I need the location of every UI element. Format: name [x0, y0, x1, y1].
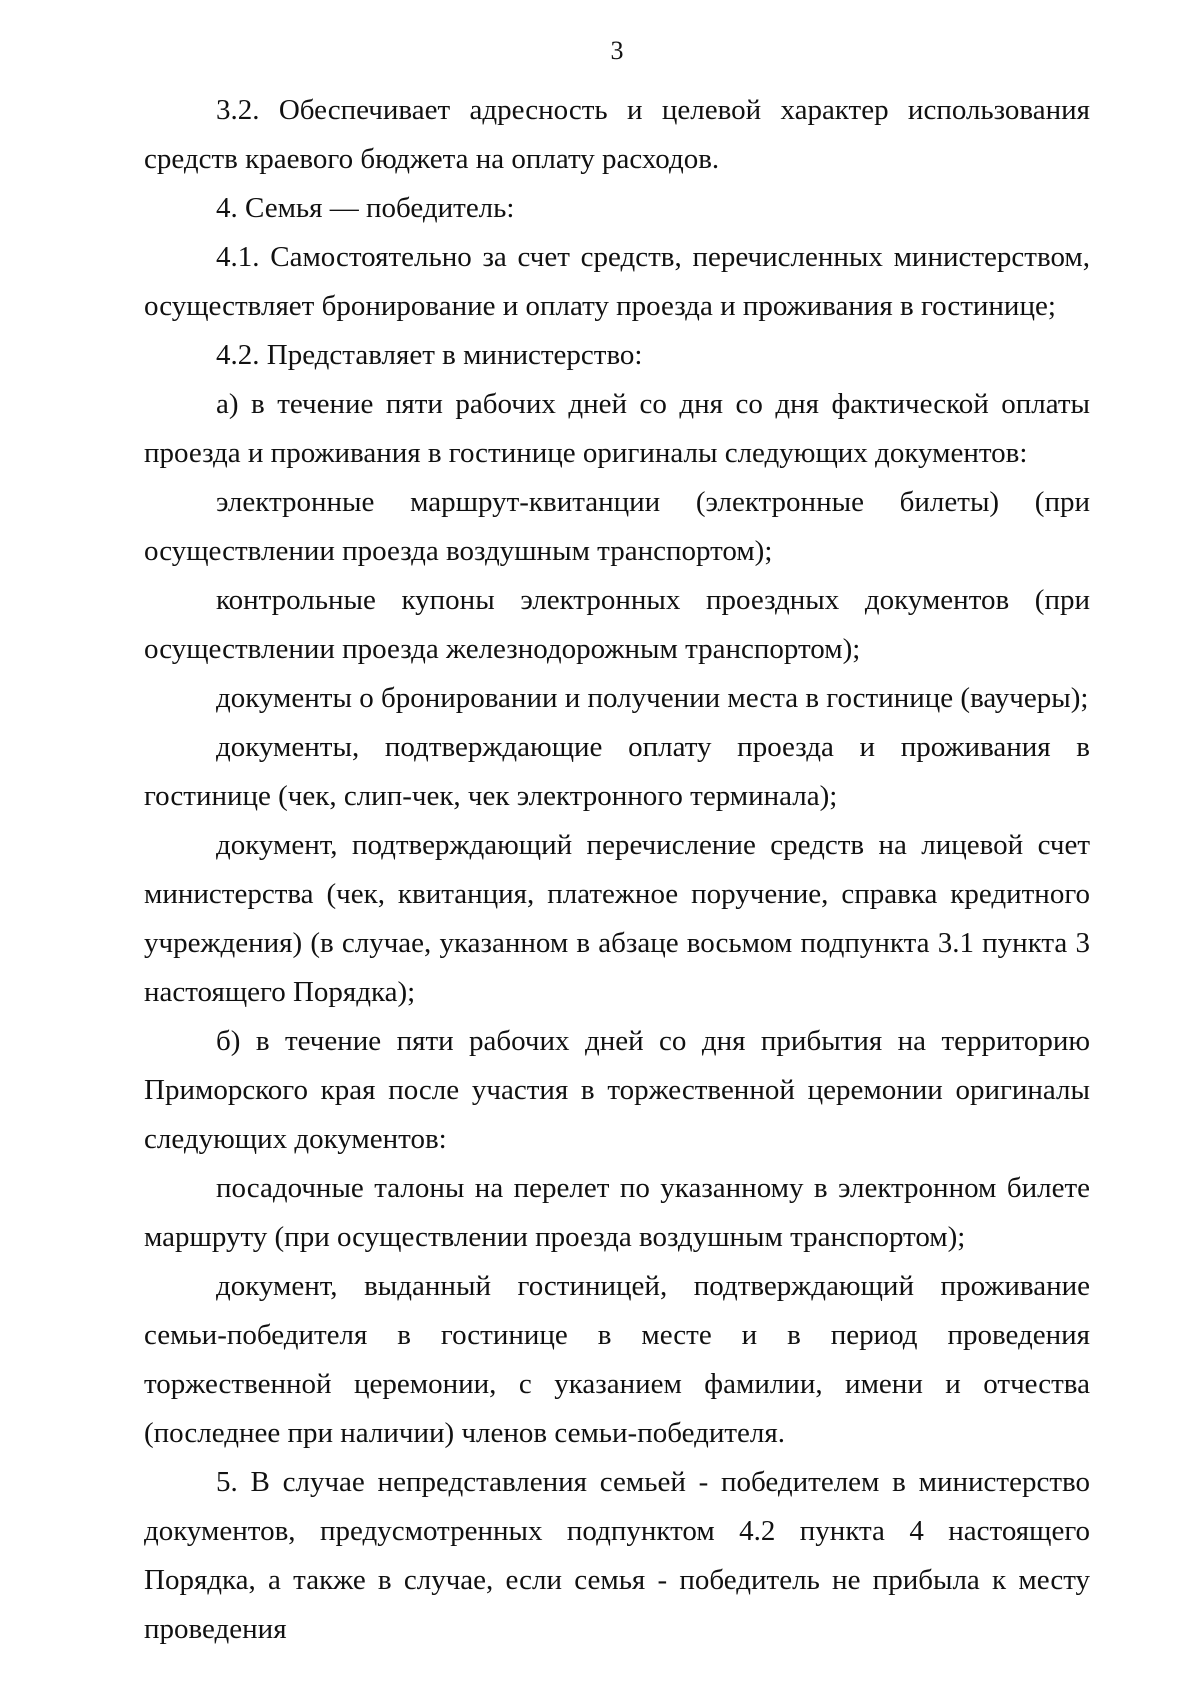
paragraph-4-2: 4.2. Представляет в министерство: [216, 339, 643, 371]
document-body [144, 86, 1090, 1654]
paragraph-vouchers: документы о бронировании и получении места в гостинице (ваучеры); [216, 682, 1089, 714]
paragraph-5: 5. В случае непредставления семьей - победителем в министерство документов, предусмотренных подпунктом 4.2 пункта 4 настоящего Порядка, а также в случае, если семья - победитель не прибыла к месту проведения [144, 1466, 1090, 1645]
paragraph-rail-coupons: контрольные купоны электронных проездных документов (при осуществлении проезда железнодорожным транспортом); [144, 584, 1090, 665]
paragraph-4-heading: 4. Семья — победитель: [216, 192, 515, 224]
paragraph-3-2: 3.2. Обеспечивает адресность и целевой характер использования средств краевого бюджета на оплату расходов. [144, 94, 1090, 175]
paragraph-4-2-a: а) в течение пяти рабочих дней со дня со дня фактической оплаты проезда и проживания в гостинице оригиналы следующих документов: [144, 388, 1090, 469]
paragraph-payment-docs: документы, подтверждающие оплату проезда и проживания в гостинице (чек, слип-чек, чек электронного терминала); [144, 731, 1090, 812]
paragraph-transfer-doc: документ, подтверждающий перечисление средств на лицевой счет министерства (чек, квитанция, платежное поручение, справка кредитного учреждения) (в случае, указанном в абзаце восьмом подпункта 3.1 пункта 3 настоящего Порядка); [144, 829, 1090, 1008]
paragraph-boarding-passes: посадочные талоны на перелет по указанному в электронном билете маршруту (при осуществлении проезда воздушным транспортом); [144, 1172, 1090, 1253]
paragraph-hotel-doc: документ, выданный гостиницей, подтверждающий проживание семьи-победителя в гостинице в месте и в период проведения торжественной церемонии, с указанием фамилии, имени и отчества (последнее при наличии) членов семьи-победителя. [144, 1270, 1090, 1449]
paragraph-e-tickets: электронные маршрут-квитанции (электронные билеты) (при осуществлении проезда воздушным транспортом); [144, 486, 1090, 567]
paragraph-4-1: 4.1. Самостоятельно за счет средств, перечисленных министерством, осуществляет бронирование и оплату проезда и проживания в гостинице; [144, 241, 1090, 322]
page-number: 3 [610, 36, 624, 65]
paragraph-4-2-b: б) в течение пяти рабочих дней со дня прибытия на территорию Приморского края после участия в торжественной церемонии оригиналы следующих документов: [144, 1025, 1090, 1155]
